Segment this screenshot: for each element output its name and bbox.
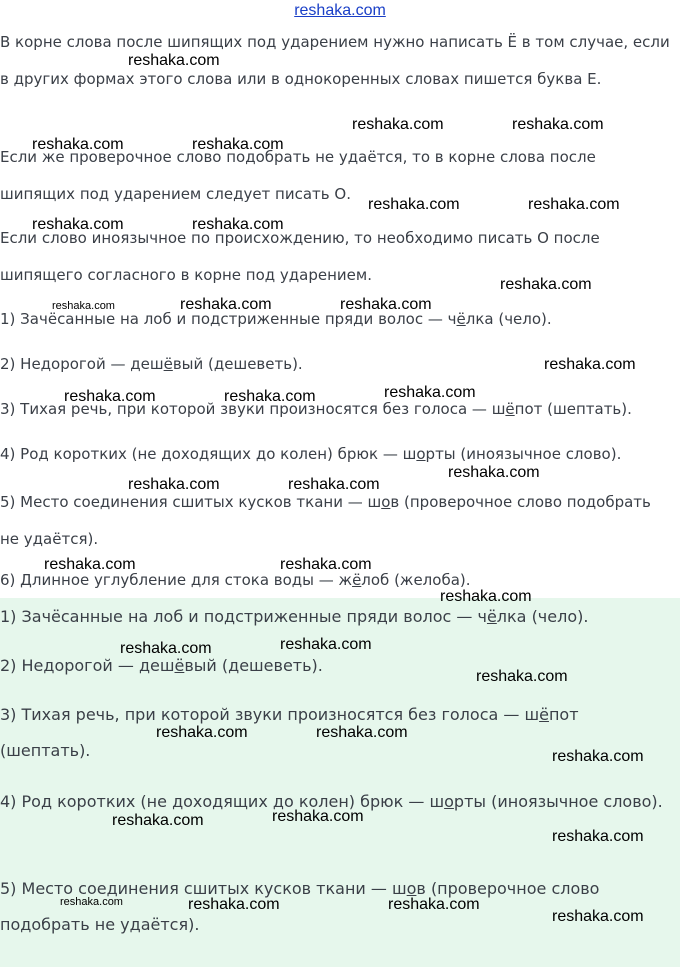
watermark: reshaka.com <box>352 116 444 133</box>
highlighted-letter: ё <box>174 656 185 675</box>
watermark: reshaka.com <box>120 640 212 657</box>
watermark: reshaka.com <box>192 216 284 233</box>
rule-paragraph-2: Если же проверочное слово подобрать не удаётся, то в корне слова после шипящих под ударением следует писать О. <box>0 148 596 203</box>
rule-paragraph-1: В корне слова после шипящих под ударением нужно написать Ё в том случае, если в других формах этого слова или в однокоренных словах пишется буква Е. <box>0 33 670 88</box>
panel-answer-1: 1) Зачёсанные на лоб и подстриженные пряди волос — чёлка (чело). <box>0 607 589 626</box>
highlighted-letter: ё <box>456 310 466 328</box>
highlighted-letter: ё <box>539 705 549 724</box>
watermark: reshaka.com <box>368 196 460 213</box>
panel-answer-3: 3) Тихая речь, при которой звуки произносятся без голоса — шёпот (шептать). <box>0 705 579 760</box>
answer-5: 5) Место соединения сшитых кусков ткани — шов (проверочное слово подобрать не удаётся). <box>0 493 651 548</box>
highlighted-letter: ё <box>352 571 362 589</box>
watermark: reshaka.com <box>500 276 592 293</box>
panel-answer-5: 5) Место соединения сшитых кусков ткани — шов (проверочное слово подобрать не удаётся). <box>0 879 600 934</box>
site-link[interactable]: reshaka.com <box>294 2 386 19</box>
panel-answer-4: 4) Род коротких (не доходящих до колен) брюк — шорты (иноязычное слово). <box>0 792 663 811</box>
highlighted-letter: ё <box>163 355 173 373</box>
watermark: reshaka.com <box>188 896 280 913</box>
highlighted-letter: ё <box>486 607 497 626</box>
watermark: reshaka.com <box>112 812 204 829</box>
highlighted-letter: о <box>381 493 391 511</box>
watermark: reshaka.com <box>44 556 136 573</box>
watermark: reshaka.com <box>52 300 115 312</box>
answer-1: 1) Зачёсанные на лоб и подстриженные пряди волос — чёлка (чело). <box>0 310 552 328</box>
highlighted-letter: о <box>444 792 454 811</box>
watermark: reshaka.com <box>280 556 372 573</box>
rule-paragraph-3: Если слово иноязычное по происхождению, то необходимо писать О после шипящего согласного в корне под ударением. <box>0 229 600 284</box>
answer-4: 4) Род коротких (не доходящих до колен) брюк — шорты (иноязычное слово). <box>0 445 622 463</box>
watermark: reshaka.com <box>528 196 620 213</box>
watermark: reshaka.com <box>544 356 636 373</box>
watermark: reshaka.com <box>384 384 476 401</box>
watermark: reshaka.com <box>552 908 644 925</box>
watermark: reshaka.com <box>440 588 532 605</box>
watermark: reshaka.com <box>280 636 372 653</box>
watermark: reshaka.com <box>32 216 124 233</box>
answer-2: 2) Недорогой — дешёвый (дешеветь). <box>0 355 303 373</box>
watermark: reshaka.com <box>388 896 480 913</box>
watermark: reshaka.com <box>448 464 540 481</box>
watermark: reshaka.com <box>32 136 124 153</box>
panel-answer-2: 2) Недорогой — дешёвый (дешеветь). <box>0 656 323 675</box>
watermark: reshaka.com <box>64 388 156 405</box>
answer-6: 6) Длинное углубление для стока воды — жёлоб (желоба). <box>0 571 471 589</box>
highlighted-letter: о <box>416 445 426 463</box>
watermark: reshaka.com <box>128 52 220 69</box>
watermark: reshaka.com <box>60 896 123 908</box>
watermark: reshaka.com <box>340 296 432 313</box>
watermark: reshaka.com <box>476 668 568 685</box>
watermark: reshaka.com <box>272 808 364 825</box>
watermark: reshaka.com <box>192 136 284 153</box>
highlighted-letter: о <box>406 879 417 898</box>
watermark: reshaka.com <box>512 116 604 133</box>
watermark: reshaka.com <box>224 388 316 405</box>
watermark: reshaka.com <box>288 476 380 493</box>
answer-3: 3) Тихая речь, при которой звуки произносятся без голоса — шёпот (шептать). <box>0 400 632 418</box>
watermark: reshaka.com <box>552 748 644 765</box>
watermark: reshaka.com <box>316 724 408 741</box>
highlighted-letter: ё <box>505 400 515 418</box>
watermark: reshaka.com <box>180 296 272 313</box>
watermark: reshaka.com <box>552 828 644 845</box>
watermark: reshaka.com <box>128 476 220 493</box>
watermark: reshaka.com <box>156 724 248 741</box>
